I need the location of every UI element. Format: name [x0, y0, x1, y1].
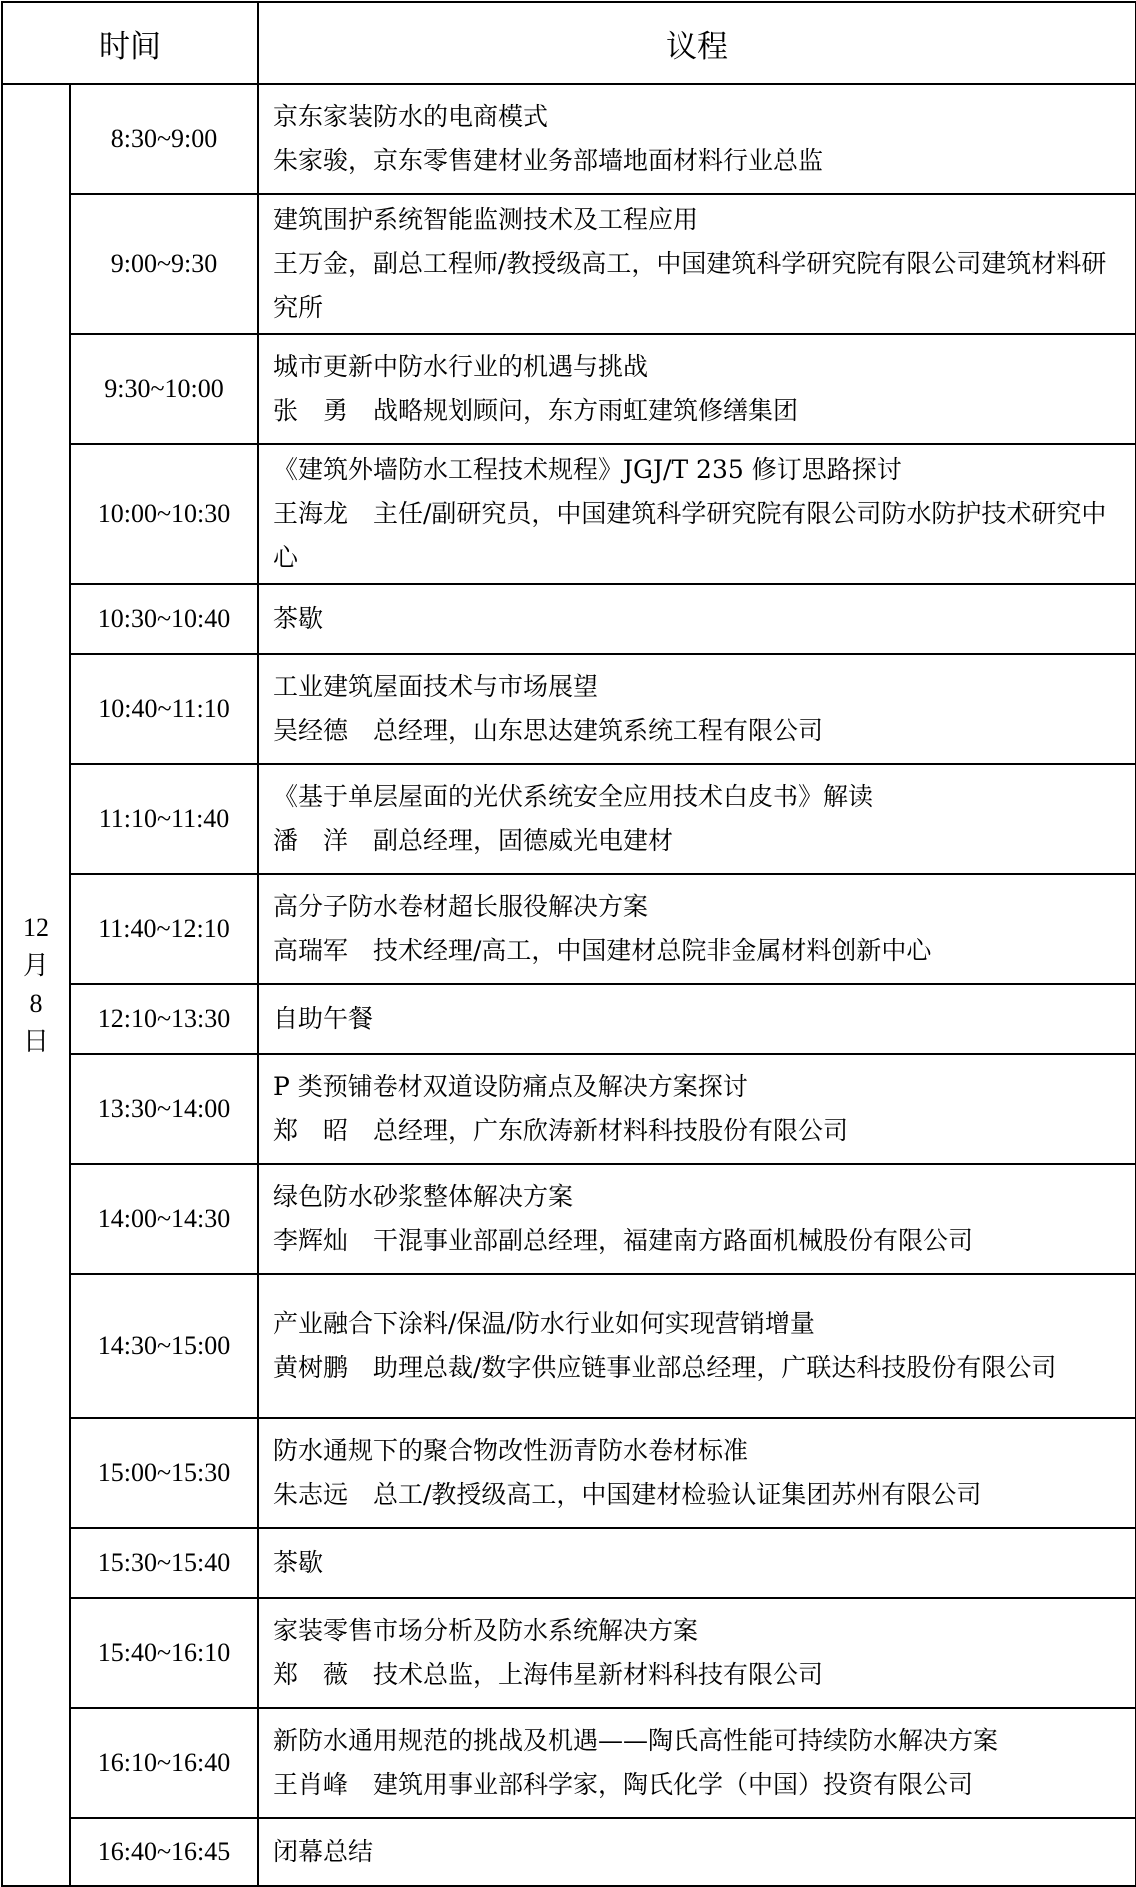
time-cell: 10:30~10:40	[70, 584, 258, 654]
agenda-column-header: 议程	[258, 2, 1136, 84]
session-speaker: 黄树鹏 助理总裁/数字供应链事业部总经理，广联达科技股份有限公司	[273, 1353, 1057, 1382]
agenda-cell	[258, 1598, 1136, 1708]
table-row	[2, 584, 1136, 654]
session-title: 京东家装防水的电商模式	[273, 102, 549, 131]
table-row	[2, 1818, 1136, 1886]
time-cell: 9:30~10:00	[70, 334, 258, 444]
session-title: 新防水通用规范的挑战及机遇——陶氏高性能可持续防水解决方案	[273, 1726, 999, 1755]
time-cell: 11:40~12:10	[70, 874, 258, 984]
agenda-cell	[258, 1528, 1136, 1598]
table-row	[2, 1708, 1136, 1818]
session-title: 绿色防水砂浆整体解决方案	[273, 1182, 574, 1211]
time-cell: 10:40~11:10	[70, 654, 258, 764]
session-title: 家装零售市场分析及防水系统解决方案	[273, 1616, 699, 1645]
session-speaker: 吴经德 总经理，山东思达建筑系统工程有限公司	[273, 716, 824, 745]
session-title: 《建筑外墙防水工程技术规程》JGJ/T 235 修订思路探讨	[273, 455, 902, 484]
table-row	[2, 444, 1136, 584]
agenda-cell	[258, 874, 1136, 984]
table-header-row	[2, 2, 1136, 84]
session-speaker: 朱志远 总工/教授级高工，中国建材检验认证集团苏州有限公司	[273, 1480, 982, 1509]
table-row	[2, 764, 1136, 874]
time-cell: 11:10~11:40	[70, 764, 258, 874]
agenda-cell	[258, 84, 1136, 194]
time-cell: 15:00~15:30	[70, 1418, 258, 1528]
date-day-part4: 日	[22, 1027, 49, 1056]
session-title: 产业融合下涂料/保温/防水行业如何实现营销增量	[273, 1309, 815, 1338]
time-cell: 8:30~9:00	[70, 84, 258, 194]
table-row	[2, 84, 1136, 194]
agenda-cell	[258, 194, 1136, 334]
agenda-cell	[258, 444, 1136, 584]
date-cell	[2, 84, 70, 1886]
time-cell: 12:10~13:30	[70, 984, 258, 1054]
table-row	[2, 874, 1136, 984]
session-speaker: 王肖峰 建筑用事业部科学家，陶氏化学（中国）投资有限公司	[273, 1770, 974, 1799]
session-title: 建筑围护系统智能监测技术及工程应用	[273, 205, 699, 234]
session-speaker: 潘 洋 副总经理，固德威光电建材	[273, 826, 674, 855]
session-speaker: 朱家骏，京东零售建材业务部墙地面材料行业总监	[273, 146, 824, 175]
time-cell: 15:40~16:10	[70, 1598, 258, 1708]
session-title: P 类预铺卷材双道设防痛点及解决方案探讨	[273, 1072, 748, 1101]
agenda-cell	[258, 1054, 1136, 1164]
agenda-cell	[258, 654, 1136, 764]
session-speaker: 高瑞军 技术经理/高工，中国建材总院非金属材料创新中心	[273, 936, 932, 965]
agenda-cell	[258, 1818, 1136, 1886]
session-title: 茶歇	[273, 604, 324, 633]
time-cell: 13:30~14:00	[70, 1054, 258, 1164]
session-speaker: 张 勇 战略规划顾问，东方雨虹建筑修缮集团	[273, 396, 799, 425]
time-column-header: 时间	[2, 2, 258, 84]
table-row	[2, 1418, 1136, 1528]
time-cell: 9:00~9:30	[70, 194, 258, 334]
session-title: 茶歇	[273, 1548, 324, 1577]
agenda-cell	[258, 584, 1136, 654]
session-title: 工业建筑屋面技术与市场展望	[273, 672, 599, 701]
session-title: 高分子防水卷材超长服役解决方案	[273, 892, 649, 921]
table-row	[2, 1164, 1136, 1274]
session-title: 闭幕总结	[273, 1837, 374, 1866]
agenda-cell	[258, 1164, 1136, 1274]
session-speaker: 王海龙 主任/副研究员，中国建筑科学研究院有限公司防水防护技术研究中心	[273, 499, 1107, 572]
date-day-part3: 8	[29, 989, 43, 1018]
table-row	[2, 654, 1136, 764]
session-title: 防水通规下的聚合物改性沥青防水卷材标准	[273, 1436, 749, 1465]
table-row	[2, 984, 1136, 1054]
session-speaker: 王万金，副总工程师/教授级高工，中国建筑科学研究院有限公司建筑材料研究所	[273, 249, 1107, 322]
table-row	[2, 1528, 1136, 1598]
agenda-cell	[258, 1708, 1136, 1818]
table-row	[2, 1054, 1136, 1164]
agenda-cell	[258, 1274, 1136, 1418]
agenda-cell	[258, 764, 1136, 874]
date-day-part2: 月	[22, 951, 49, 980]
table-row	[2, 1274, 1136, 1418]
session-title: 自助午餐	[273, 1004, 374, 1033]
time-cell: 14:00~14:30	[70, 1164, 258, 1274]
agenda-cell	[258, 1418, 1136, 1528]
time-cell: 16:10~16:40	[70, 1708, 258, 1818]
time-cell: 16:40~16:45	[70, 1818, 258, 1886]
session-speaker: 郑 昭 总经理，广东欣涛新材料科技股份有限公司	[273, 1116, 849, 1145]
agenda-cell	[258, 334, 1136, 444]
time-cell: 14:30~15:00	[70, 1274, 258, 1418]
table-row	[2, 1598, 1136, 1708]
table-row	[2, 334, 1136, 444]
session-speaker: 李辉灿 干混事业部副总经理，福建南方路面机械股份有限公司	[273, 1226, 974, 1255]
agenda-table	[1, 1, 1136, 1887]
agenda-cell	[258, 984, 1136, 1054]
table-row	[2, 194, 1136, 334]
time-cell: 10:00~10:30	[70, 444, 258, 584]
session-speaker: 郑 薇 技术总监，上海伟星新材料科技有限公司	[273, 1660, 824, 1689]
time-cell: 15:30~15:40	[70, 1528, 258, 1598]
session-title: 《基于单层屋面的光伏系统安全应用技术白皮书》解读	[273, 782, 874, 811]
date-day-part1: 12	[23, 913, 49, 942]
session-title: 城市更新中防水行业的机遇与挑战	[273, 352, 649, 381]
